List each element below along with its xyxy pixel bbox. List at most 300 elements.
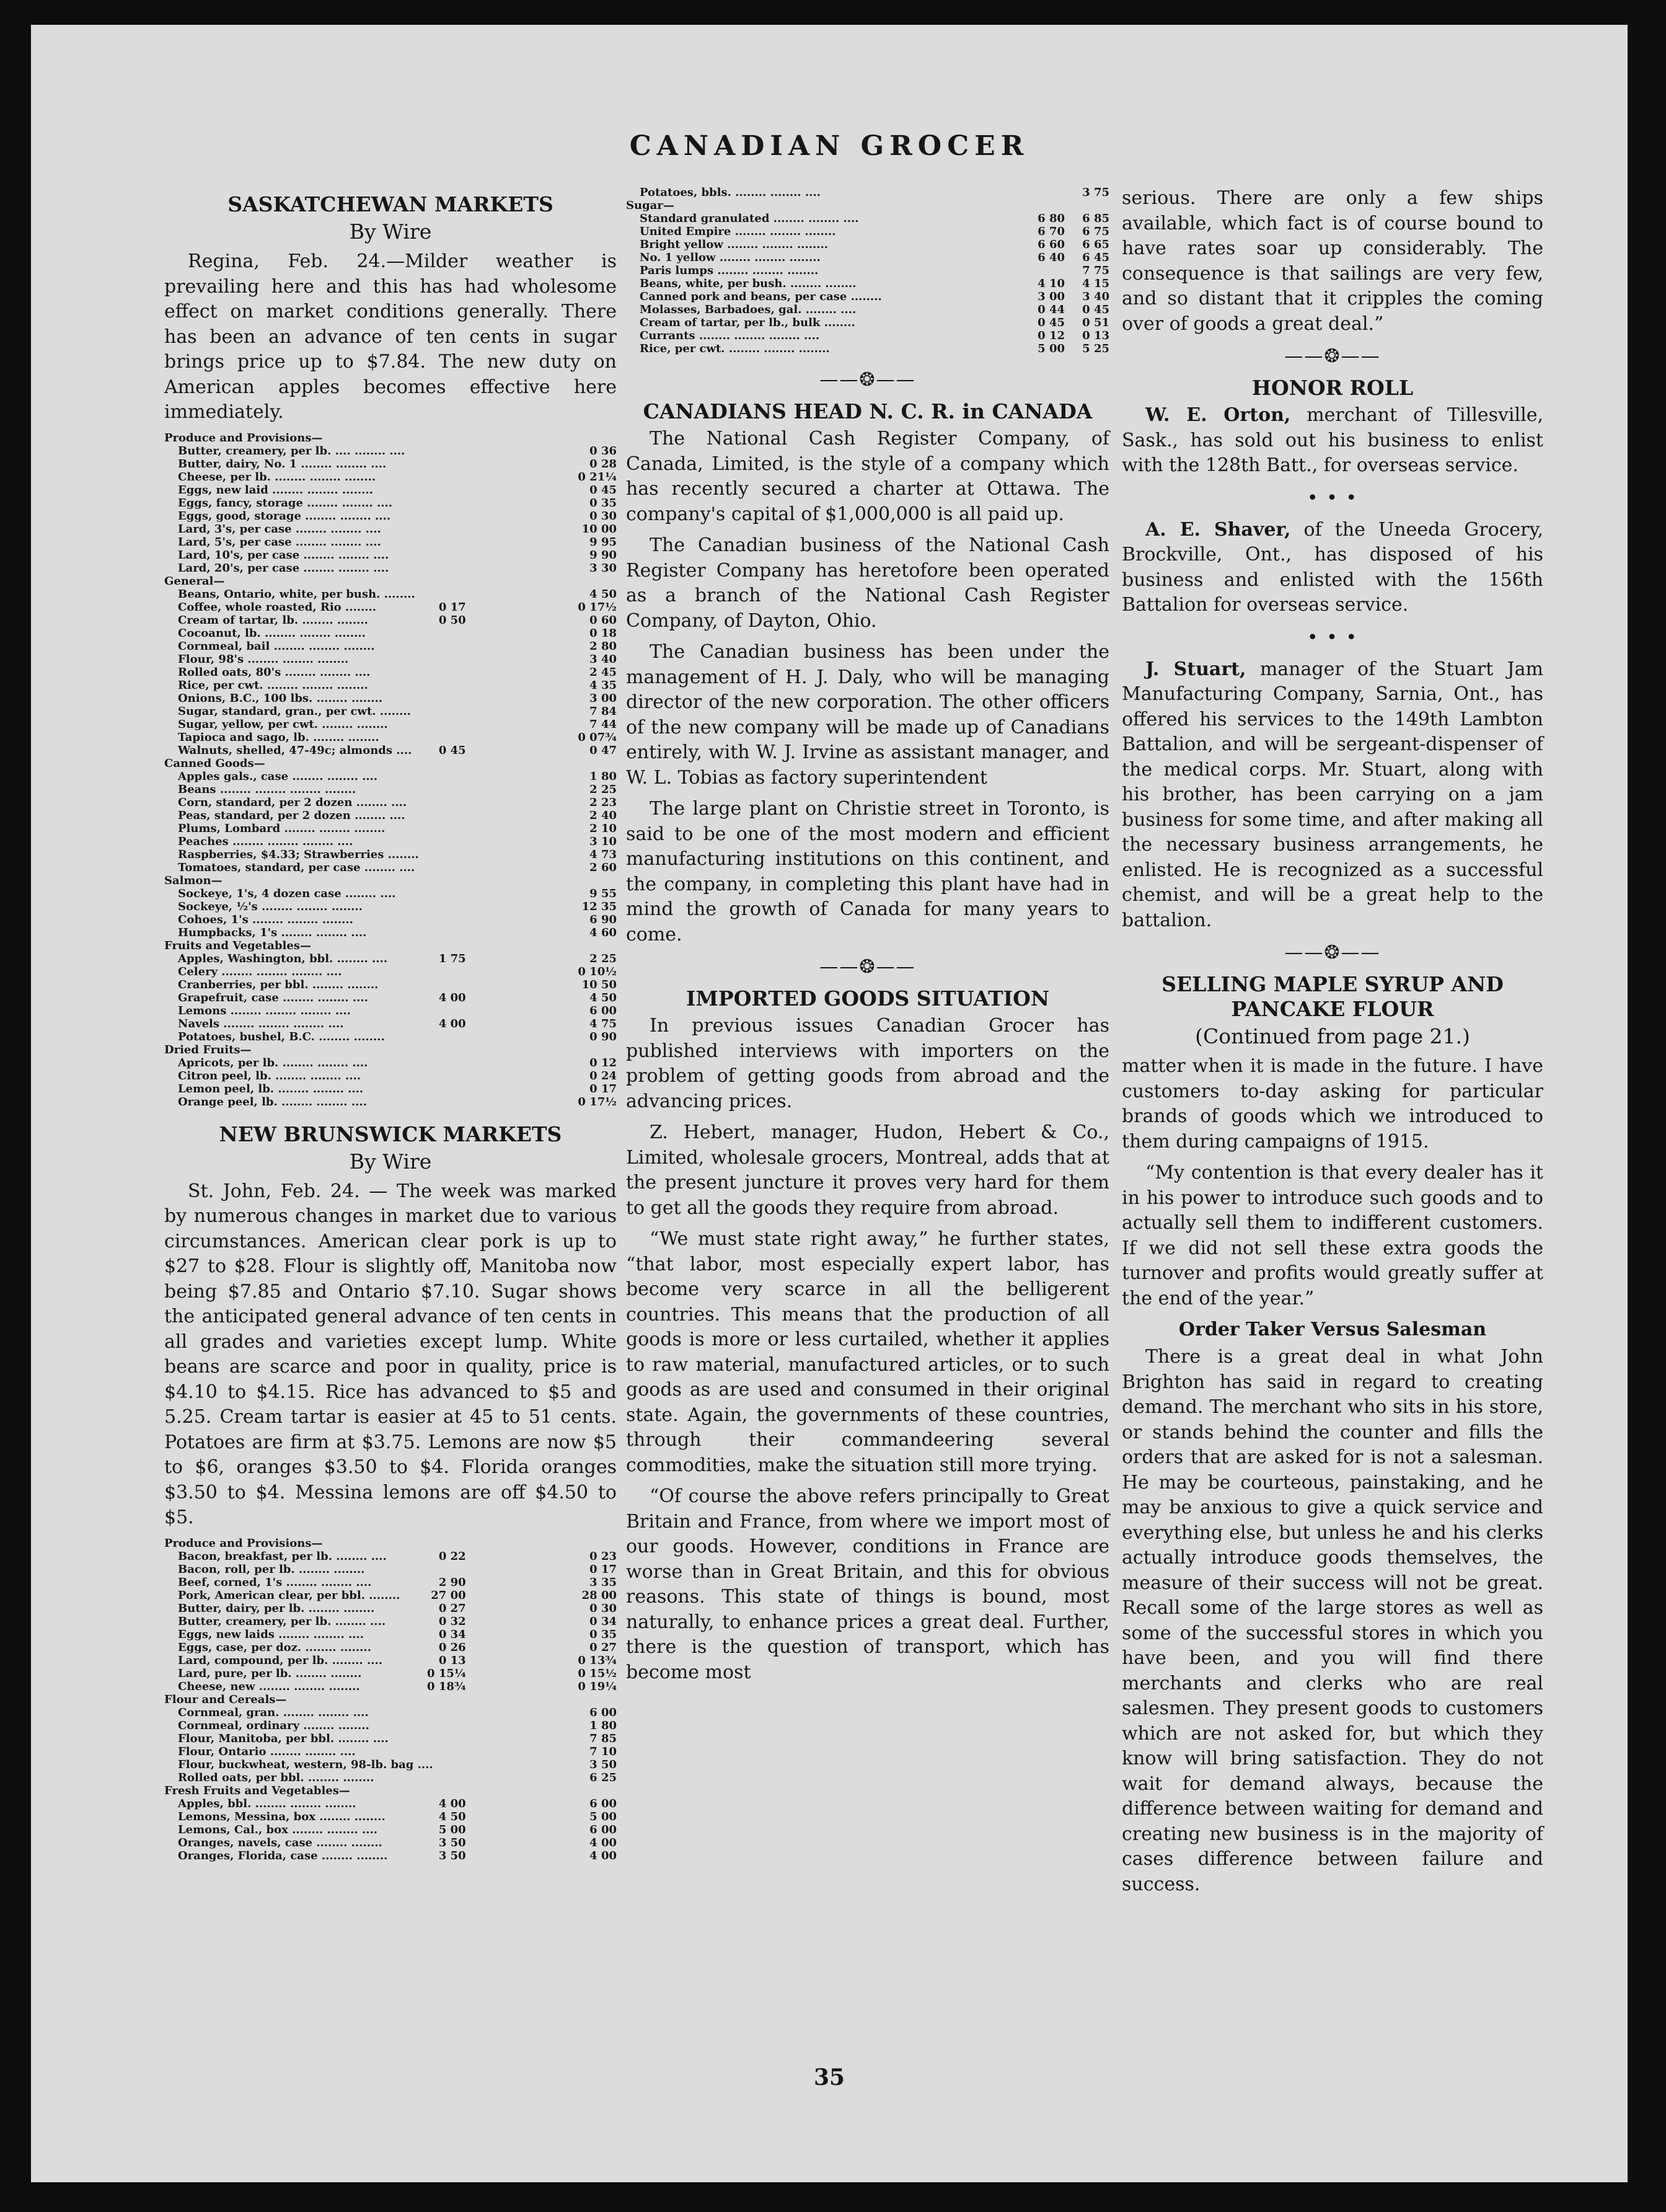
price-high: 7 75	[1082, 264, 1109, 277]
price-high: 1 80	[589, 769, 617, 783]
price-row	[164, 926, 617, 939]
price-row	[164, 471, 617, 484]
nb-byline: By Wire	[349, 1149, 432, 1174]
price-item: Eggs, fancy, storage ........ ........ ....	[178, 496, 393, 510]
price-item: Rice, per cwt. ........ ........ ........	[640, 342, 830, 355]
honor-roll-title: HONOR ROLL	[1251, 376, 1414, 400]
price-item: Potatoes, bushel, B.C. ........ ........	[178, 1030, 385, 1043]
price-low: 0 26	[438, 1640, 466, 1654]
price-item: Grapefruit, case ........ ........ ....	[178, 991, 368, 1004]
price-high: 0 36	[589, 444, 617, 458]
price-row	[164, 913, 617, 926]
sask-title: SASKATCHEWAN MARKETS	[227, 192, 553, 216]
price-item: Navels ........ ........ ........ ....	[178, 1017, 344, 1030]
price-high: 6 00	[589, 1797, 617, 1810]
price-item: Cream of tartar, per lb., bulk ........	[640, 316, 855, 329]
price-low: 4 50	[438, 1810, 466, 1823]
price-high: 9 95	[589, 535, 617, 549]
price-high: 4 73	[589, 847, 617, 861]
price-item: No. 1 yellow ........ ........ ........	[640, 251, 821, 264]
price-high: 7 84	[589, 704, 617, 718]
imported-para: In previous issues Canadian Grocer has published interviews with importers on the problem of getting goods from abroad and the advancing prices.	[626, 1015, 1109, 1112]
price-item: Beans, white, per bush. ........ ........	[640, 277, 857, 290]
price-high: 2 25	[589, 782, 617, 796]
price-row	[164, 640, 617, 653]
price-item: Butter, dairy, per lb. ........ ........	[178, 1601, 375, 1615]
price-category-row	[164, 874, 617, 887]
price-category-row	[164, 1693, 617, 1706]
price-category: Produce and Provisions—	[164, 1536, 323, 1550]
ncr-title: CANADIANS HEAD N. C. R. in CANADA	[643, 399, 1093, 423]
price-row	[626, 186, 1109, 199]
price-high: 10 50	[581, 978, 617, 991]
price-item: Apples, Washington, bbl. ........ ....	[178, 952, 388, 965]
price-high: 6 65	[1082, 238, 1109, 251]
ornament-divider: ——❂——	[819, 956, 916, 978]
price-low: 5 00	[438, 1823, 466, 1836]
price-high: 0 47	[589, 743, 617, 757]
price-high: 6 00	[589, 1823, 617, 1836]
price-item: Beans, Ontario, white, per bush. ........	[178, 587, 415, 601]
price-item: Lard, 10's, per case ........ ........ ....	[178, 548, 389, 562]
price-low: 0 32	[438, 1614, 466, 1628]
price-row	[164, 1823, 617, 1836]
price-row	[164, 1017, 617, 1030]
price-row	[164, 731, 617, 744]
price-item: Bacon, roll, per lb. ........ ........	[178, 1562, 365, 1576]
price-category-row	[164, 1043, 617, 1056]
price-item: Coffee, whole roasted, Rio ........	[178, 600, 377, 614]
column-2	[626, 186, 1109, 1691]
price-item: Sugar, yellow, per cwt. ........ ........	[178, 717, 388, 731]
price-low: 4 10	[1038, 277, 1065, 290]
price-high: 0 19¼	[578, 1679, 617, 1693]
price-row	[164, 549, 617, 562]
price-item: Cranberries, per bbl. ........ ........	[178, 978, 379, 991]
column-3	[1122, 186, 1543, 1903]
price-high: 10 00	[581, 522, 617, 536]
price-item: Flour, Manitoba, per bbl. ........ ....	[178, 1732, 389, 1745]
price-row	[164, 614, 617, 627]
price-item: Cheese, new ........ ........ ........	[178, 1679, 360, 1693]
price-item: Lard, compound, per lb. ........ ....	[178, 1653, 383, 1667]
price-row	[164, 1680, 617, 1693]
price-low: 6 40	[1038, 251, 1065, 264]
price-high: 0 60	[589, 613, 617, 627]
ornament-divider: ——❂——	[819, 369, 916, 391]
price-row	[164, 809, 617, 822]
price-row	[164, 822, 617, 835]
price-high: 0 18	[589, 626, 617, 640]
price-row	[164, 952, 617, 965]
price-low: 0 27	[438, 1601, 466, 1615]
price-item: Citron peel, lb. ........ ........ ....	[178, 1069, 361, 1082]
maple-title: SELLING MAPLE SYRUP AND PANCAKE FLOUR	[1161, 972, 1504, 1021]
honor-entry	[1122, 518, 1543, 618]
price-row	[164, 861, 617, 874]
price-row	[164, 1628, 617, 1641]
running-head: CANADIAN GROCER	[629, 130, 1029, 162]
price-category: Flour and Cereals—	[164, 1692, 287, 1706]
price-item: Apples gals., case ........ ........ ....	[178, 769, 378, 783]
honor-name: W. E. Orton,	[1145, 404, 1291, 426]
imported-para: “Of course the above refers principally to Great Britain and France, from where we import most of our goods. However, conditions in France are worse than in Great Britain, and this for obvious reasons. This state of things is bound, most naturally, to enhance prices a great deal. Further, there is the question of transport, which has become most	[626, 1485, 1109, 1683]
price-low: 0 18¾	[427, 1679, 466, 1693]
price-high: 3 40	[1082, 290, 1109, 303]
price-high: 2 45	[589, 665, 617, 679]
newspaper-page	[31, 25, 1628, 2182]
price-item: Canned pork and beans, per case ........	[640, 290, 882, 303]
price-high: 0 23	[589, 1549, 617, 1563]
maple-continued: (Continued from page 21.)	[1195, 1024, 1470, 1048]
price-low: 3 50	[438, 1849, 466, 1862]
price-high: 4 00	[589, 1849, 617, 1862]
price-row	[164, 1576, 617, 1589]
price-row	[164, 458, 617, 471]
price-high: 28 00	[581, 1588, 617, 1602]
imported-para: Z. Hebert, manager, Hudon, Hebert & Co., Limited, wholesale grocers, Montreal, adds that at the present juncture it proves very hard for them to get all the goods they require from abroad.	[626, 1121, 1109, 1219]
price-item: Cocoanut, lb. ........ ........ ........	[178, 626, 366, 640]
price-high: 0 34	[589, 1614, 617, 1628]
price-item: Oranges, navels, case ........ ........	[178, 1836, 382, 1849]
price-low: 0 13	[438, 1653, 466, 1667]
price-category-row	[164, 939, 617, 952]
price-high: 6 90	[589, 913, 617, 926]
price-high: 9 55	[589, 887, 617, 900]
price-item: Apples, bbl. ........ ........ ........	[178, 1797, 356, 1810]
price-high: 0 07¾	[578, 730, 617, 744]
price-high: 6 00	[589, 1004, 617, 1017]
price-item: Apricots, per lb. ........ ........ ....	[178, 1056, 368, 1069]
price-low: 2 90	[438, 1575, 466, 1589]
price-low: 4 00	[438, 1797, 466, 1810]
price-item: Lard, 5's, per case ........ ........ ....	[178, 535, 381, 549]
price-high: 4 50	[589, 587, 617, 601]
price-low: 0 44	[1038, 303, 1065, 316]
price-low: 5 00	[1038, 342, 1065, 355]
price-high: 0 21¼	[578, 470, 617, 484]
price-high: 0 10½	[578, 965, 617, 978]
honor-name: A. E. Shaver,	[1145, 518, 1291, 541]
price-row	[164, 484, 617, 497]
column-1	[164, 186, 617, 1876]
price-item: Lemons, Cal., box ........ ........ ....	[178, 1823, 377, 1836]
price-high: 0 35	[589, 496, 617, 510]
price-row	[164, 1732, 617, 1745]
price-item: Pork, American clear, per bbl. ........	[178, 1588, 400, 1602]
price-row	[164, 1082, 617, 1095]
price-item: Rolled oats, 80's ........ ........ ....	[178, 665, 371, 679]
price-item: Flour, 98's ........ ........ ........	[178, 652, 349, 666]
price-low: 0 17	[438, 600, 466, 614]
price-low: 0 45	[1038, 316, 1065, 329]
price-high: 2 40	[589, 808, 617, 822]
price-row	[164, 1667, 617, 1680]
price-item: Eggs, new laid ........ ........ ........	[178, 483, 373, 497]
price-category-row	[164, 1784, 617, 1797]
price-row	[626, 225, 1109, 238]
price-high: 4 00	[589, 1836, 617, 1849]
price-row	[164, 1719, 617, 1732]
price-item: Lemon peel, lb. ........ ........ ....	[178, 1082, 364, 1095]
imported-title: IMPORTED GOODS SITUATION	[685, 986, 1050, 1011]
price-high: 0 45	[1082, 303, 1109, 316]
nb-body: St. John, Feb. 24. — The week was marked by numerous changes in market due to various circumstances. American clear pork is up to $27 to $28. Flour is slightly off, Manitoba now being $7.85 and Ontario $7.10. Sugar shows the anticipated general advance of ten cents in all grades and varieties except lump. White beans are scarce and poor in quality, price is $4.10 to $4.15. Rice has advanced to $5 and 5.25. Cream tartar is easier at 45 to 51 cents. Potatoes are firm at $3.75. Lemons are now $5 to $6, oranges $3.50 to $4. Florida oranges $3.50 to $4. Messina lemons are off $4.50 to $5.	[164, 1180, 617, 1528]
price-item: Cornmeal, gran. ........ ........ ....	[178, 1705, 369, 1719]
price-row	[164, 666, 617, 679]
price-row	[164, 718, 617, 731]
price-low: 0 45	[438, 743, 466, 757]
price-high: 2 60	[589, 860, 617, 874]
price-high: 3 50	[589, 1758, 617, 1771]
price-row	[164, 1771, 617, 1784]
price-high: 6 75	[1082, 225, 1109, 238]
price-low	[1020, 264, 1065, 277]
price-item: Bacon, breakfast, per lb. ........ ....	[178, 1549, 387, 1563]
price-high: 0 35	[589, 1627, 617, 1641]
price-high: 0 15½	[578, 1666, 617, 1680]
price-row	[164, 991, 617, 1004]
price-high: 0 51	[1082, 316, 1109, 329]
ncr-para: The Canadian business of the National Cash Register Company has heretofore been operated as a branch of the National Cash Register Company, of Dayton, Ohio.	[626, 534, 1109, 632]
price-item: Plums, Lombard ........ ........ ........	[178, 821, 386, 835]
price-row	[626, 264, 1109, 277]
price-high: 6 25	[589, 1771, 617, 1784]
price-row	[626, 277, 1109, 290]
nb-title: NEW BRUNSWICK MARKETS	[219, 1121, 562, 1146]
ncr-para: The large plant on Christie street in Toronto, is said to be one of the most modern and efficient manufacturing institutions on this continent, and the company, in completing this plant have had in mind the growth of Canada for many years to come.	[626, 798, 1109, 945]
price-item: Eggs, case, per doz. ........ ........	[178, 1640, 371, 1654]
bullet-divider: • • •	[1307, 487, 1359, 509]
price-row	[164, 692, 617, 705]
nb-price-table	[164, 1537, 617, 1862]
price-row	[164, 965, 617, 978]
price-row	[164, 1030, 617, 1043]
price-high: 5 25	[1082, 342, 1109, 355]
price-row	[164, 1550, 617, 1563]
sask-body: Regina, Feb. 24.—Milder weather is prevailing here and this has had wholesome effect on market conditions generally. There has been an advance of ten cents in sugar brings price up to $7.84. The new duty on American apples becomes effective here immediately.	[164, 250, 617, 423]
price-item: United Empire ........ ........ ........	[640, 225, 836, 238]
price-low: 6 80	[1038, 212, 1065, 225]
price-item: Lard, pure, per lb. ........ ........	[178, 1666, 362, 1680]
price-item: Peaches ........ ........ ........ ....	[178, 834, 353, 848]
price-category: Canned Goods—	[164, 756, 265, 770]
price-high: 0 24	[589, 1069, 617, 1082]
price-row	[626, 212, 1109, 225]
price-item: Butter, creamery, per lb. .... ........ ....	[178, 444, 405, 458]
price-high: 0 17	[589, 1562, 617, 1576]
price-row	[164, 601, 617, 614]
price-low: 6 60	[1038, 238, 1065, 251]
price-category: Dried Fruits—	[164, 1043, 252, 1056]
price-row	[626, 251, 1109, 264]
price-item: Eggs, new laids ........ ........ ....	[178, 1627, 364, 1641]
price-high: 12 35	[581, 900, 617, 913]
price-row	[626, 329, 1109, 342]
price-row	[164, 445, 617, 458]
price-category: Produce and Provisions—	[164, 431, 323, 445]
price-item: Beans ........ ........ ........ ........	[178, 782, 356, 796]
price-item: Cohoes, 1's ........ ........ ........	[178, 913, 353, 926]
price-row	[164, 1095, 617, 1108]
price-row	[164, 1706, 617, 1719]
price-item: Sockeye, 1's, 4 dozen case ........ ....	[178, 887, 396, 900]
price-high: 0 17½	[578, 600, 617, 614]
price-item: Walnuts, shelled, 47-49c; almonds ....	[178, 743, 412, 757]
price-row	[164, 562, 617, 575]
price-high: 2 10	[589, 821, 617, 835]
ncr-para: The Canadian business has been under the management of H. J. Daly, who will be managing director of the new corporation. The other officers of the new company will be made up of Canadians entirely, with W. J. Irvine as assistant manager, and W. L. Tobias as factory superintendent	[626, 641, 1109, 789]
price-high: 9 90	[589, 548, 617, 562]
honor-text: manager of the Stuart Jam Manufacturing Company, Sarnia, Ont., has offered his services to the 149th Lambton Battalion, and will be sergeant-dispenser of the medical corps. Mr. Stuart, along with his brother, has been carrying on a jam business for some time, and after making all the necessary business arrangements, he enlisted. He is recognized as a successful chemist, and will be a great help to the battalion.	[1122, 658, 1543, 931]
price-row	[164, 770, 617, 783]
price-item: Tapioca and sago, lb. ........ ........	[178, 730, 379, 744]
price-item: Currants ........ ........ ........ ....	[640, 329, 820, 342]
price-high: 5 00	[589, 1810, 617, 1823]
price-category-row	[164, 1537, 617, 1550]
price-item: Beef, corned, 1's ........ ........ ....	[178, 1575, 372, 1589]
price-row	[164, 783, 617, 796]
price-low: 0 34	[438, 1627, 466, 1641]
honor-entry	[1122, 657, 1543, 934]
price-item: Lard, 20's, per case ........ ........ ....	[178, 561, 389, 575]
price-low: 6 70	[1038, 225, 1065, 238]
price-item: Flour, buckwheat, western, 98-lb. bag ....	[178, 1758, 433, 1771]
price-item: Cornmeal, bail ........ ........ ........	[178, 639, 375, 653]
price-high: 0 13	[1082, 329, 1109, 342]
price-item: Cornmeal, ordinary ........ ........	[178, 1719, 369, 1732]
price-high: 0 13¾	[578, 1653, 617, 1667]
price-row	[626, 238, 1109, 251]
price-high: 2 25	[589, 952, 617, 965]
price-high: 4 50	[589, 991, 617, 1004]
price-row	[164, 627, 617, 640]
price-item: Standard granulated ........ ........ ....	[640, 212, 859, 225]
price-high: 6 00	[589, 1705, 617, 1719]
price-item: Bright yellow ........ ........ ........	[640, 238, 829, 251]
price-item: Raspberries, $4.33; Strawberries ........	[178, 847, 419, 861]
price-item: Tomatoes, standard, per case ........ ....	[178, 860, 415, 874]
price-row	[164, 1810, 617, 1823]
honor-entry	[1122, 403, 1543, 479]
price-item: Orange peel, lb. ........ ........ ....	[178, 1095, 367, 1108]
price-high: 0 12	[589, 1056, 617, 1069]
price-high: 3 00	[589, 691, 617, 705]
price-item: Celery ........ ........ ........ ....	[178, 965, 342, 978]
price-low	[1020, 186, 1065, 199]
price-item: Oranges, Florida, case ........ ........	[178, 1849, 388, 1862]
price-high: 6 45	[1082, 251, 1109, 264]
page-number: 35	[813, 2064, 845, 2090]
price-category-row	[164, 431, 617, 445]
price-high: 4 15	[1082, 277, 1109, 290]
price-low: 3 50	[438, 1836, 466, 1849]
price-high: 3 35	[589, 1575, 617, 1589]
imported-para: “We must state right away,” he further states, “that labor, most especially expert labor, has become very scarce in all the belligerent countries. This means that the production of all goods is more or less curtailed, whether it applies to raw material, manufactured articles, or to such goods as are used and consumed in their original state. Again, the governments of these countries, through their commandeering several commodities, make the situation still more trying.	[626, 1228, 1109, 1476]
price-high: 3 40	[589, 652, 617, 666]
price-row	[164, 653, 617, 666]
price-low: 1 75	[438, 952, 466, 965]
price-item: Sockeye, ½'s ........ ........ ........	[178, 900, 363, 913]
bullet-divider: • • •	[1307, 626, 1359, 648]
price-item: Butter, creamery, per lb. ........ ....	[178, 1614, 386, 1628]
price-item: Lard, 3's, per case ........ ........ ....	[178, 522, 381, 536]
price-row	[164, 1563, 617, 1576]
ncr-para: The National Cash Register Company, of Canada, Limited, is the style of a company which has recently secured a charter at Ottawa. The company's capital of $1,000,000 is all paid up.	[626, 428, 1109, 525]
price-item: Eggs, good, storage ........ ........ ....	[178, 509, 391, 523]
nb-price-table-continued	[626, 186, 1109, 355]
ornament-divider: ——❂——	[1284, 345, 1381, 367]
price-low: 4 00	[438, 991, 466, 1004]
price-row	[164, 744, 617, 757]
price-row	[164, 835, 617, 848]
price-low: 3 00	[1038, 290, 1065, 303]
price-row	[164, 1797, 617, 1810]
maple-subhead: Order Taker Versus Salesman	[1178, 1319, 1487, 1340]
price-category-row	[626, 199, 1109, 212]
price-high: 4 35	[589, 678, 617, 692]
sask-byline: By Wire	[349, 219, 432, 244]
price-row	[164, 978, 617, 991]
price-row	[164, 1758, 617, 1771]
price-item: Flour, Ontario ........ ........ ....	[178, 1745, 356, 1758]
maple-para: matter when it is made in the future. I have customers to-day asking for particular brands of goods which we introduced to them during campaigns of 1915.	[1122, 1055, 1543, 1152]
price-item: Rice, per cwt. ........ ........ ........	[178, 678, 368, 692]
price-item: Paris lumps ........ ........ ........	[640, 264, 819, 277]
price-row	[164, 1849, 617, 1862]
price-row	[164, 536, 617, 549]
price-item: Lemons ........ ........ ........ ....	[178, 1004, 351, 1017]
price-row	[164, 1615, 617, 1628]
price-category-row	[164, 575, 617, 588]
honor-text: merchant of Tillesville, Sask., has sold out his business to enlist with the 128th Batt., for overseas service.	[1122, 404, 1543, 476]
price-high: 0 90	[589, 1030, 617, 1043]
price-row	[164, 510, 617, 523]
price-low: 27 00	[431, 1588, 466, 1602]
maple-para: “My contention is that every dealer has it in his power to introduce such goods and to actually sell them to indifferent customers. If we did not sell these extra goods the turnover and profits would greatly suffer at the end of the year.”	[1122, 1162, 1543, 1309]
price-item: Humpbacks, 1's ........ ........ ....	[178, 926, 367, 939]
price-row	[626, 303, 1109, 316]
price-category: Fruits and Vegetables—	[164, 939, 311, 952]
price-high: 4 75	[589, 1017, 617, 1030]
price-row	[164, 1069, 617, 1082]
price-category: General—	[164, 574, 225, 588]
price-high: 3 10	[589, 834, 617, 848]
price-item: Peas, standard, per 2 dozen ........ ....	[178, 808, 405, 822]
honor-name: J. Stuart,	[1145, 658, 1246, 680]
price-high: 0 17	[589, 1082, 617, 1095]
price-high: 3 75	[1082, 186, 1109, 199]
price-item: Corn, standard, per 2 dozen ........ ....	[178, 795, 407, 809]
imported-continuation: serious. There are only a few ships available, which fact is of course bound to have rates soar up considerably. The consequence is that sailings are very few, and so distant that it cripples the coming over of goods a great deal.”	[1122, 187, 1543, 335]
price-row	[164, 679, 617, 692]
price-high: 0 17½	[578, 1095, 617, 1108]
ornament-divider: ——❂——	[1284, 942, 1381, 963]
price-category: Sugar—	[626, 199, 674, 212]
price-row	[164, 1641, 617, 1654]
price-high: 1 80	[589, 1719, 617, 1732]
price-row	[164, 887, 617, 900]
price-row	[164, 523, 617, 536]
price-item: Sugar, standard, gran., per cwt. ........	[178, 704, 411, 718]
price-row	[164, 900, 617, 913]
price-high: 6 85	[1082, 212, 1109, 225]
price-item: Butter, dairy, No. 1 ........ ........ ....	[178, 457, 387, 471]
price-high: 0 30	[589, 1601, 617, 1615]
price-category-row	[164, 757, 617, 770]
price-high: 0 28	[589, 457, 617, 471]
price-item: Lemons, Messina, box ........ ........	[178, 1810, 386, 1823]
